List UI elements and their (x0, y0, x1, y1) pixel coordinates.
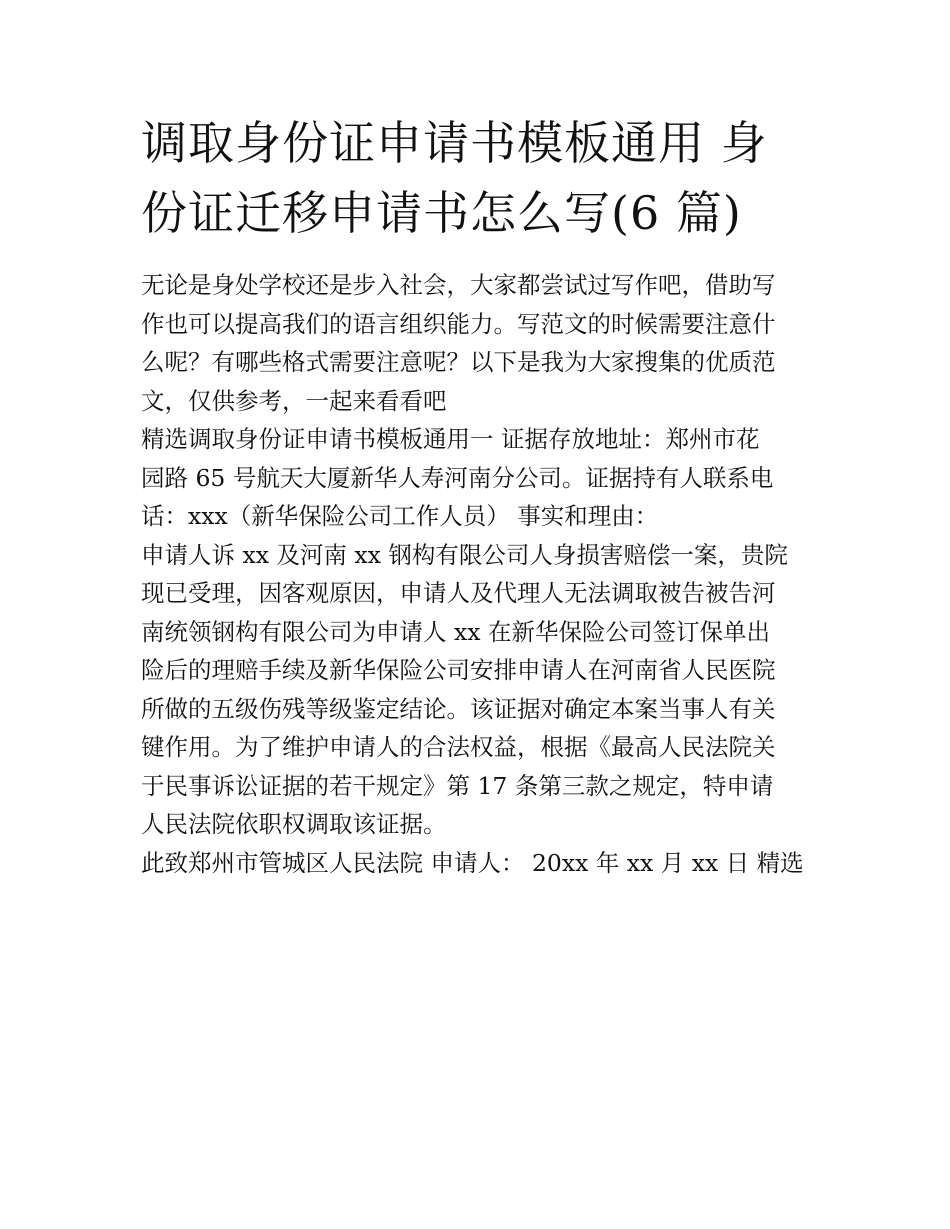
paragraph-line: 人民法院依职权调取该证据。 (141, 810, 447, 838)
paragraph-line: 作也可以提高我们的语言组织能力。写范文的时候需要注意什 (141, 309, 776, 338)
paragraph-line: 无论是身处学校还是步入社会，大家都尝试过写作吧，借助写 (141, 271, 776, 299)
paragraph-line: 话：xxx（新华保险公司工作人员） 事实和理由： (141, 502, 659, 530)
paragraph-line: 现已受理，因客观原因，申请人及代理人无法调取被告被告河 (141, 579, 776, 607)
title-line: 份证迁移申请书怎么写(6 篇) (141, 186, 742, 240)
closing-paragraph (141, 844, 812, 883)
paragraph-line: 文，仅供参考，一起来看看吧 (141, 386, 447, 415)
paragraph-line: 精选调取身份证申请书模板通用一 证据存放地址：郑州市花 (141, 425, 760, 453)
paragraph-line: 么呢？有哪些格式需要注意呢？以下是我为大家搜集的优质范 (141, 348, 776, 376)
paragraph-line: 所做的五级伤残等级鉴定结论。该证据对确定本案当事人有关 (141, 694, 776, 723)
paragraph-line: 险后的理赔手续及新华保险公司安排申请人在河南省人民医院 (141, 656, 776, 684)
intro-paragraph (141, 266, 812, 420)
evidence-address-paragraph (141, 420, 812, 536)
paragraph-line: 园路 65 号航天大厦新华人寿河南分公司。证据持有人联系电 (141, 463, 774, 492)
paragraph-line: 键作用。为了维护申请人的合法权益，根据《最高人民法院关 (141, 733, 776, 761)
title-line: 调取身份证申请书模板通用 身 (141, 116, 768, 170)
facts-paragraph (141, 536, 812, 844)
paragraph-line: 南统领钢构有限公司为申请人 xx 在新华保险公司签订保单出 (141, 617, 770, 646)
document-title (141, 108, 812, 248)
paragraph-line: 此致郑州市管城区人民法院 申请人： 20xx 年 xx 月 xx 日 精选 (141, 848, 804, 877)
paragraph-line: 申请人诉 xx 及河南 xx 钢构有限公司人身损害赔偿一案，贵院 (141, 540, 788, 569)
paragraph-line: 于民事诉讼证据的若干规定》第 17 条第三款之规定，特申请 (141, 771, 774, 800)
